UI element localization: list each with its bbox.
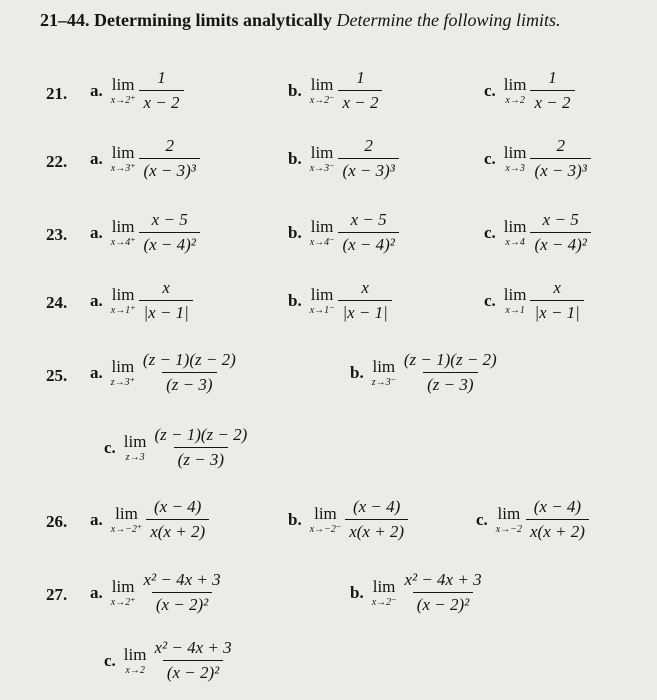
fraction <box>345 497 408 542</box>
lim-subscript: x→3⁻ <box>309 162 335 174</box>
lim-subscript: x→1 <box>505 304 525 316</box>
denominator: (x − 3)³ <box>139 158 199 181</box>
limit-expression <box>90 136 200 181</box>
problem-number: 27. <box>46 585 68 604</box>
lim-operator: lim x→1 <box>503 284 527 316</box>
limit-expression <box>90 210 200 255</box>
part-label: c. <box>104 650 116 670</box>
fraction <box>139 68 183 113</box>
numerator: x − 5 <box>350 210 387 229</box>
lim-operator: lim x→2 <box>123 644 147 676</box>
lim-operator: lim x→3 <box>503 142 527 174</box>
numerator: x − 5 <box>542 210 579 229</box>
lim-subscript: x→−2⁻ <box>309 523 342 535</box>
section-number: 21–44. <box>40 10 90 30</box>
denominator: (x − 4)² <box>530 232 590 255</box>
numerator: x <box>162 278 170 297</box>
limit-expression <box>288 497 408 542</box>
lim-subscript: x→2⁺ <box>110 596 136 608</box>
lim-subscript: x→2 <box>505 94 525 106</box>
fraction <box>139 278 192 323</box>
lim-operator: lim x→3⁻ <box>309 142 335 174</box>
limit-expression <box>104 638 236 683</box>
numerator: 2 <box>364 136 373 155</box>
denominator: (x − 3)³ <box>530 158 590 181</box>
limit-expression <box>104 425 251 470</box>
part-label: a. <box>90 362 103 382</box>
section-instruction: Determine the following limits. <box>336 10 561 30</box>
numerator: x − 5 <box>151 210 188 229</box>
fraction <box>150 638 235 683</box>
lim-operator: lim z→3 <box>123 431 147 463</box>
part-label: b. <box>350 582 364 602</box>
section-title: Determining limits analytically <box>94 10 332 30</box>
numerator: (z − 1)(z − 2) <box>142 350 236 369</box>
fraction <box>530 210 590 255</box>
part-label: c. <box>484 80 496 100</box>
fraction <box>400 570 485 615</box>
part-label: a. <box>90 80 103 100</box>
denominator: x − 2 <box>338 90 382 113</box>
limit-expression <box>288 210 399 255</box>
denominator: x − 2 <box>139 90 183 113</box>
lim-operator: lim x→−2⁺ <box>110 503 143 535</box>
fraction <box>338 210 398 255</box>
fraction <box>530 136 590 181</box>
problem-number: 21. <box>46 84 68 103</box>
fraction <box>146 497 209 542</box>
numerator: (x − 4) <box>533 497 582 516</box>
limit-expression <box>90 350 240 395</box>
numerator: (x − 4) <box>352 497 401 516</box>
lim-operator: lim x→1⁻ <box>309 284 335 316</box>
lim-subscript: x→4⁺ <box>110 236 136 248</box>
part-label: c. <box>484 290 496 310</box>
lim-subscript: x→1⁺ <box>110 304 136 316</box>
fraction <box>530 68 574 113</box>
lim-operator: lim z→3⁻ <box>371 356 396 388</box>
fraction <box>530 278 583 323</box>
lim-operator: lim x→4 <box>503 216 527 248</box>
part-label: b. <box>288 80 302 100</box>
lim-subscript: x→3⁺ <box>110 162 136 174</box>
fraction <box>139 210 199 255</box>
lim-operator: lim x→−2 <box>495 503 522 535</box>
fraction <box>139 570 224 615</box>
lim-subscript: x→2⁻ <box>309 94 335 106</box>
lim-subscript: x→1⁻ <box>309 304 335 316</box>
problem-number: 26. <box>46 512 68 531</box>
numerator: x² − 4x + 3 <box>404 570 482 589</box>
limit-expression <box>484 68 575 113</box>
lim-subscript: x→−2⁺ <box>110 523 143 535</box>
denominator: (z − 3) <box>174 447 228 470</box>
part-label: a. <box>90 148 103 168</box>
part-label: b. <box>350 362 364 382</box>
lim-operator: lim x→−2⁻ <box>309 503 342 535</box>
numerator: 1 <box>356 68 365 87</box>
denominator: (x − 4)² <box>139 232 199 255</box>
numerator: 1 <box>157 68 166 87</box>
numerator: x <box>553 278 561 297</box>
limit-expression <box>288 136 399 181</box>
numerator: x <box>361 278 369 297</box>
denominator: |x − 1| <box>338 300 391 323</box>
limit-expression <box>476 497 589 542</box>
fraction <box>338 136 398 181</box>
lim-operator: lim x→1⁺ <box>110 284 136 316</box>
limit-expression <box>90 68 184 113</box>
part-label: c. <box>476 509 488 529</box>
lim-operator: lim x→4⁻ <box>309 216 335 248</box>
section-header <box>40 8 640 32</box>
problem-number: 25. <box>46 366 68 385</box>
lim-subscript: x→2⁻ <box>371 596 397 608</box>
numerator: 2 <box>165 136 174 155</box>
fraction <box>139 350 240 395</box>
lim-subscript: x→2 <box>125 664 145 676</box>
denominator: |x − 1| <box>139 300 192 323</box>
limit-expression <box>350 570 486 615</box>
limit-expression <box>484 210 591 255</box>
denominator: x(x + 2) <box>345 519 408 542</box>
lim-subscript: z→3⁺ <box>110 376 135 388</box>
fraction <box>526 497 589 542</box>
lim-subscript: x→4 <box>505 236 525 248</box>
lim-subscript: x→3 <box>505 162 525 174</box>
lim-operator: lim x→2⁻ <box>371 576 397 608</box>
limit-expression <box>90 497 209 542</box>
denominator: (x − 2)² <box>152 592 212 615</box>
denominator: x − 2 <box>530 90 574 113</box>
lim-subscript: x→4⁻ <box>309 236 335 248</box>
fraction <box>150 425 251 470</box>
numerator: 1 <box>548 68 557 87</box>
part-label: c. <box>484 148 496 168</box>
denominator: (x − 2)² <box>413 592 473 615</box>
fraction <box>338 278 391 323</box>
part-label: a. <box>90 290 103 310</box>
limit-expression <box>484 278 584 323</box>
denominator: (x − 3)³ <box>338 158 398 181</box>
problem-number: 22. <box>46 152 68 171</box>
numerator: (x − 4) <box>153 497 202 516</box>
lim-subscript: z→3 <box>125 451 145 463</box>
part-label: c. <box>104 437 116 457</box>
numerator: (z − 1)(z − 2) <box>403 350 497 369</box>
fraction <box>338 68 382 113</box>
part-label: a. <box>90 509 103 529</box>
lim-subscript: z→3⁻ <box>371 376 396 388</box>
limit-expression <box>350 350 501 395</box>
limit-expression <box>90 278 193 323</box>
numerator: x² − 4x + 3 <box>143 570 221 589</box>
denominator: |x − 1| <box>530 300 583 323</box>
part-label: b. <box>288 509 302 529</box>
denominator: (x − 4)² <box>338 232 398 255</box>
problem-number: 24. <box>46 293 68 312</box>
problem-number: 23. <box>46 225 68 244</box>
lim-operator: lim x→2⁻ <box>309 74 335 106</box>
numerator: 2 <box>556 136 565 155</box>
part-label: a. <box>90 222 103 242</box>
limit-expression <box>90 570 225 615</box>
lim-operator: lim x→3⁺ <box>110 142 136 174</box>
part-label: a. <box>90 582 103 602</box>
lim-operator: lim z→3⁺ <box>110 356 135 388</box>
numerator: (z − 1)(z − 2) <box>154 425 248 444</box>
limit-expression <box>484 136 591 181</box>
part-label: c. <box>484 222 496 242</box>
limit-expression <box>288 278 392 323</box>
part-label: b. <box>288 148 302 168</box>
denominator: (z − 3) <box>423 372 477 395</box>
lim-operator: lim x→2 <box>503 74 527 106</box>
fraction <box>400 350 501 395</box>
lim-operator: lim x→2⁺ <box>110 74 136 106</box>
lim-operator: lim x→4⁺ <box>110 216 136 248</box>
fraction <box>139 136 199 181</box>
denominator: (z − 3) <box>162 372 216 395</box>
numerator: x² − 4x + 3 <box>154 638 232 657</box>
part-label: b. <box>288 222 302 242</box>
lim-operator: lim x→2⁺ <box>110 576 136 608</box>
lim-subscript: x→−2 <box>495 523 522 535</box>
denominator: (x − 2)² <box>163 660 223 683</box>
part-label: b. <box>288 290 302 310</box>
lim-subscript: x→2⁺ <box>110 94 136 106</box>
limit-expression <box>288 68 382 113</box>
denominator: x(x + 2) <box>146 519 209 542</box>
denominator: x(x + 2) <box>526 519 589 542</box>
